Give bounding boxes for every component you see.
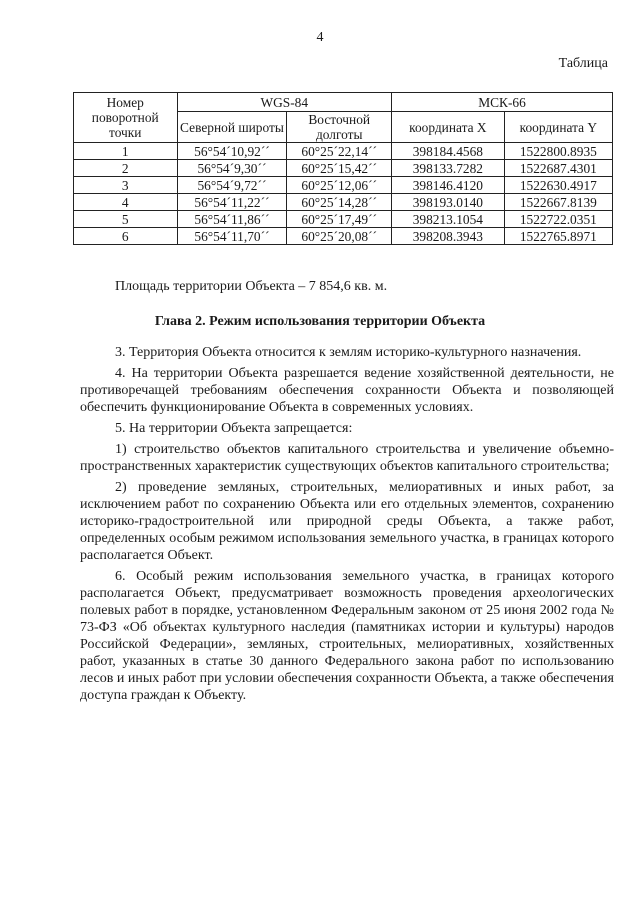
table-row bbox=[74, 160, 613, 177]
cell-latitude: 56°54´11,22´´ bbox=[177, 194, 287, 211]
cell-point-number: 2 bbox=[74, 160, 178, 177]
header-coordinate-y: координата Y bbox=[504, 112, 612, 143]
cell-coordinate-x: 398184.4568 bbox=[392, 143, 505, 160]
table-row bbox=[74, 194, 613, 211]
header-coordinate-x: координата X bbox=[392, 112, 505, 143]
area-statement: Площадь территории Объекта – 7 854,6 кв. м. bbox=[115, 279, 388, 294]
cell-longitude: 60°25´20,08´´ bbox=[287, 228, 392, 245]
table-row bbox=[74, 143, 613, 160]
cell-point-number: 3 bbox=[74, 177, 178, 194]
page-number: 4 bbox=[316, 30, 324, 45]
cell-latitude: 56°54´9,72´´ bbox=[177, 177, 287, 194]
paragraph: 5. На территории Объекта запрещается: bbox=[115, 421, 353, 436]
cell-coordinate-y: 1522630.4917 bbox=[504, 177, 612, 194]
cell-longitude: 60°25´22,14´´ bbox=[287, 143, 392, 160]
table-row bbox=[74, 211, 613, 228]
cell-coordinate-x: 398208.3943 bbox=[392, 228, 505, 245]
table-header-row bbox=[74, 93, 613, 112]
cell-latitude: 56°54´11,70´´ bbox=[177, 228, 287, 245]
header-point-number: Номер поворотной точки bbox=[74, 93, 178, 143]
paragraph: 3. Территория Объекта относится к землям историко-культурного назначения. bbox=[115, 345, 582, 360]
cell-point-number: 6 bbox=[74, 228, 178, 245]
cell-longitude: 60°25´14,28´´ bbox=[287, 194, 392, 211]
cell-longitude: 60°25´15,42´´ bbox=[287, 160, 392, 177]
cell-coordinate-y: 1522800.8935 bbox=[504, 143, 612, 160]
cell-coordinate-y: 1522667.8139 bbox=[504, 194, 612, 211]
cell-coordinate-y: 1522765.8971 bbox=[504, 228, 612, 245]
paragraph: 6. Особый режим использования земельного участка, в границах которого располагается Объект, предусматривает возможность проведения археологических полевых работ в порядке, установленном Федеральным законом от 25 июня 2002 года № 73-ФЗ «Об объектах культурного наследия (памятниках истории и культуры) народов Российской Федерации», земляных, строительных, мелиоративных, хозяйственных работ, указанных в статье 30 данного Федерального закона работ по использованию лесов и иных работ при условии обеспечения сохранности Объекта, а также обеспечения доступа граждан к Объекту. bbox=[80, 569, 614, 703]
cell-latitude: 56°54´10,92´´ bbox=[177, 143, 287, 160]
cell-coordinate-y: 1522722.0351 bbox=[504, 211, 612, 228]
cell-coordinate-x: 398193.0140 bbox=[392, 194, 505, 211]
header-wgs84: WGS-84 bbox=[177, 93, 392, 112]
paragraph: 1) строительство объектов капитального строительства и увеличение объемно-пространственных характеристик существующих объектов капитального строительства; bbox=[80, 442, 614, 474]
cell-coordinate-y: 1522687.4301 bbox=[504, 160, 612, 177]
chapter-heading: Глава 2. Режим использования территории Объекта bbox=[154, 314, 486, 329]
table-caption: Таблица bbox=[558, 56, 608, 71]
header-msk66: МСК-66 bbox=[392, 93, 613, 112]
cell-longitude: 60°25´17,49´´ bbox=[287, 211, 392, 228]
table-row bbox=[74, 228, 613, 245]
header-longitude: Восточной долготы bbox=[287, 112, 392, 143]
cell-point-number: 5 bbox=[74, 211, 178, 228]
cell-latitude: 56°54´9,30´´ bbox=[177, 160, 287, 177]
paragraph: 2) проведение земляных, строительных, мелиоративных и иных работ, за исключением работ по сохранению Объекта или его отдельных элементов, сохранению историко-градостроительной или природной среды Объекта, а также работ, определенных особым режимом использования земельного участка, в границах которого располагается Объект. bbox=[80, 480, 614, 563]
coordinates-table bbox=[73, 92, 613, 245]
cell-latitude: 56°54´11,86´´ bbox=[177, 211, 287, 228]
cell-coordinate-x: 398213.1054 bbox=[392, 211, 505, 228]
cell-coordinate-x: 398146.4120 bbox=[392, 177, 505, 194]
cell-longitude: 60°25´12,06´´ bbox=[287, 177, 392, 194]
paragraph: 4. На территории Объекта разрешается ведение хозяйственной деятельности, не противоречащей требованиям обеспечения сохранности Объекта и позволяющей обеспечить функционирование Объекта в современных условиях. bbox=[80, 366, 614, 415]
body-text bbox=[80, 344, 614, 708]
cell-point-number: 4 bbox=[74, 194, 178, 211]
header-latitude: Северной широты bbox=[177, 112, 287, 143]
cell-coordinate-x: 398133.7282 bbox=[392, 160, 505, 177]
cell-point-number: 1 bbox=[74, 143, 178, 160]
table-row bbox=[74, 177, 613, 194]
